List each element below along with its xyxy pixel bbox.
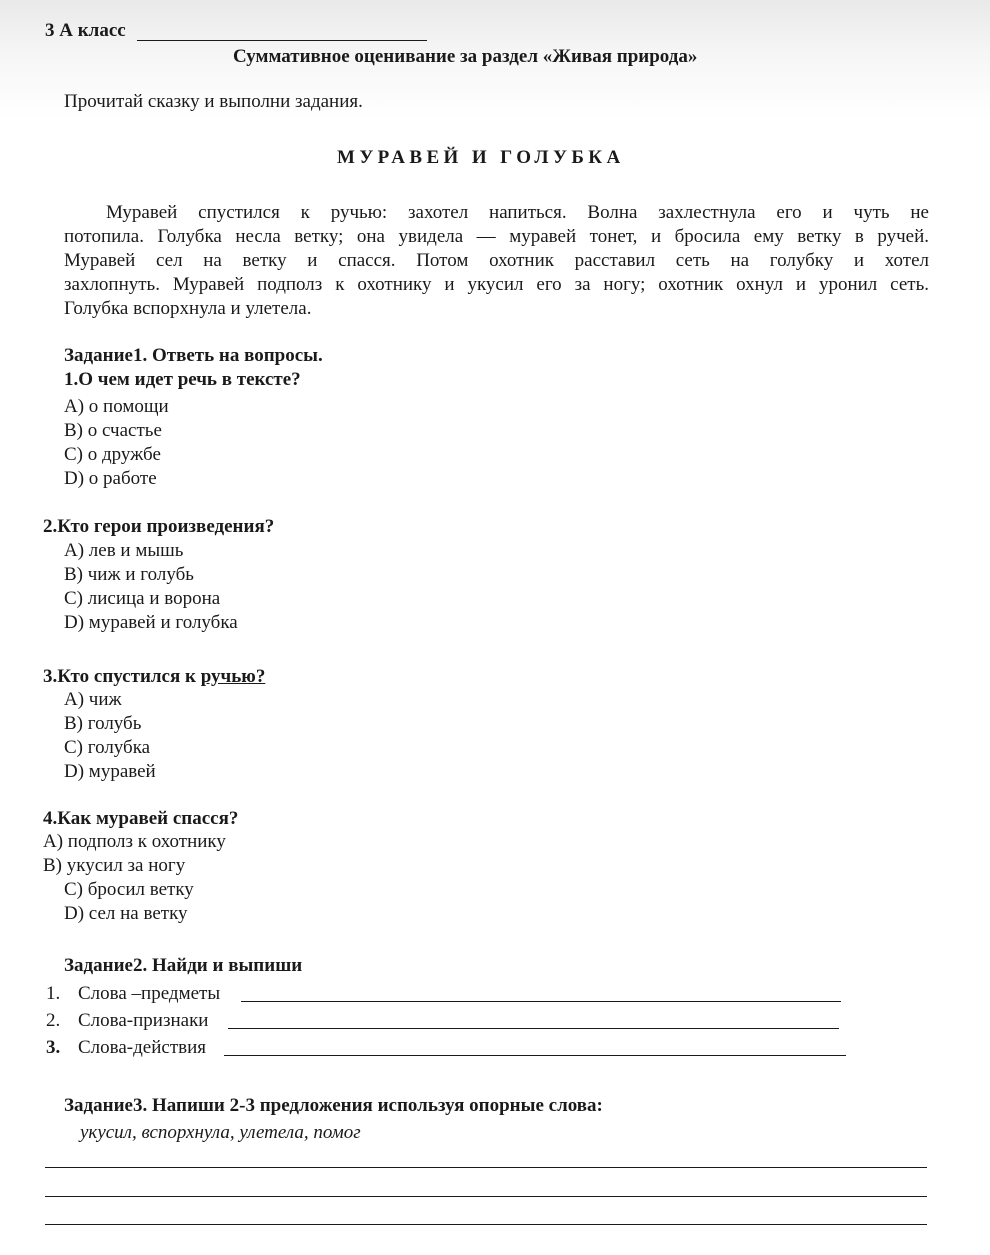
assessment-title: Суммативное оценивание за раздел «Живая природа» bbox=[233, 46, 698, 67]
story-line: Голубка вспорхнула и улетела. bbox=[64, 298, 312, 319]
task3-keywords: укусил, вспорхнула, улетела, помог bbox=[80, 1122, 361, 1143]
q2-option-c: С) лисица и ворона bbox=[64, 588, 221, 609]
story-title: МУРАВЕЙ И ГОЛУБКА bbox=[337, 147, 625, 168]
q1-option-d: D) о работе bbox=[64, 468, 157, 489]
q4-option-b: В) укусил за ногу bbox=[43, 855, 186, 876]
task2-item-label: Слова-признаки bbox=[78, 1010, 209, 1031]
q1-option-b: В) о счастье bbox=[64, 420, 162, 441]
task2-item-number: 2. bbox=[46, 1010, 61, 1031]
question-4: 4.Как муравей спасся? bbox=[43, 808, 239, 829]
task2-item-label: Слова –предметы bbox=[78, 983, 221, 1004]
q3-option-d: D) муравей bbox=[64, 761, 156, 782]
task2-item-label: Слова-действия bbox=[78, 1037, 207, 1058]
task2-item-number: 1. bbox=[46, 983, 61, 1004]
task1-heading: Задание1. Ответь на вопросы. bbox=[64, 345, 323, 366]
story-line: захлопнуть. Муравей подполз к охотнику и укусил его за ногу; охотник охнул и уронил сеть. bbox=[64, 274, 929, 295]
answer-line-adjectives[interactable] bbox=[228, 1028, 839, 1029]
question-3 bbox=[43, 666, 265, 688]
class-name-blank-line bbox=[137, 40, 427, 41]
q3-option-b: В) голубь bbox=[64, 713, 142, 734]
writing-line-2[interactable] bbox=[45, 1196, 927, 1197]
q1-option-a: А) о помощи bbox=[64, 396, 169, 417]
answer-line-verbs[interactable] bbox=[224, 1055, 846, 1056]
task3-heading: Задание3. Напиши 2-3 предложения используя опорные слова: bbox=[64, 1095, 603, 1116]
story-line: Муравей сел на ветку и спасся. Потом охотник расставил сеть на голубку и хотел bbox=[64, 250, 929, 271]
question-1: 1.О чем идет речь в тексте? bbox=[64, 369, 301, 390]
q4-option-a: А) подполз к охотнику bbox=[43, 831, 226, 852]
story-paragraph bbox=[64, 201, 929, 321]
q2-option-a: А) лев и мышь bbox=[64, 540, 184, 561]
task2-heading: Задание2. Найди и выпиши bbox=[64, 955, 303, 976]
writing-line-1[interactable] bbox=[45, 1167, 927, 1168]
q1-option-c: С) о дружбе bbox=[64, 444, 161, 465]
q2-option-d: D) муравей и голубка bbox=[64, 612, 238, 633]
task2-item-number: 3. bbox=[46, 1037, 61, 1058]
q3-option-c: С) голубка bbox=[64, 737, 151, 758]
q3-option-a: А) чиж bbox=[64, 689, 122, 710]
story-line: потопила. Голубка несла ветку; она увидела — муравей тонет, и бросила ему ветку в ручей. bbox=[64, 226, 929, 247]
question-3-text: 3.Кто спустился к bbox=[43, 666, 201, 687]
question-2: 2.Кто герои произведения? bbox=[43, 516, 275, 537]
answer-line-nouns[interactable] bbox=[241, 1001, 841, 1002]
q4-option-c: С) бросил ветку bbox=[64, 879, 194, 900]
q4-option-d: D) сел на ветку bbox=[64, 903, 188, 924]
q2-option-b: В) чиж и голубь bbox=[64, 564, 194, 585]
class-label: 3 А класс bbox=[45, 20, 126, 41]
story-line: Муравей спустился к ручью: захотел напиться. Волна захлестнула его и чуть не bbox=[106, 202, 929, 223]
instruction-text: Прочитай сказку и выполни задания. bbox=[64, 91, 363, 112]
writing-line-3[interactable] bbox=[45, 1224, 927, 1225]
question-3-underlined-word: ручью? bbox=[200, 666, 266, 687]
